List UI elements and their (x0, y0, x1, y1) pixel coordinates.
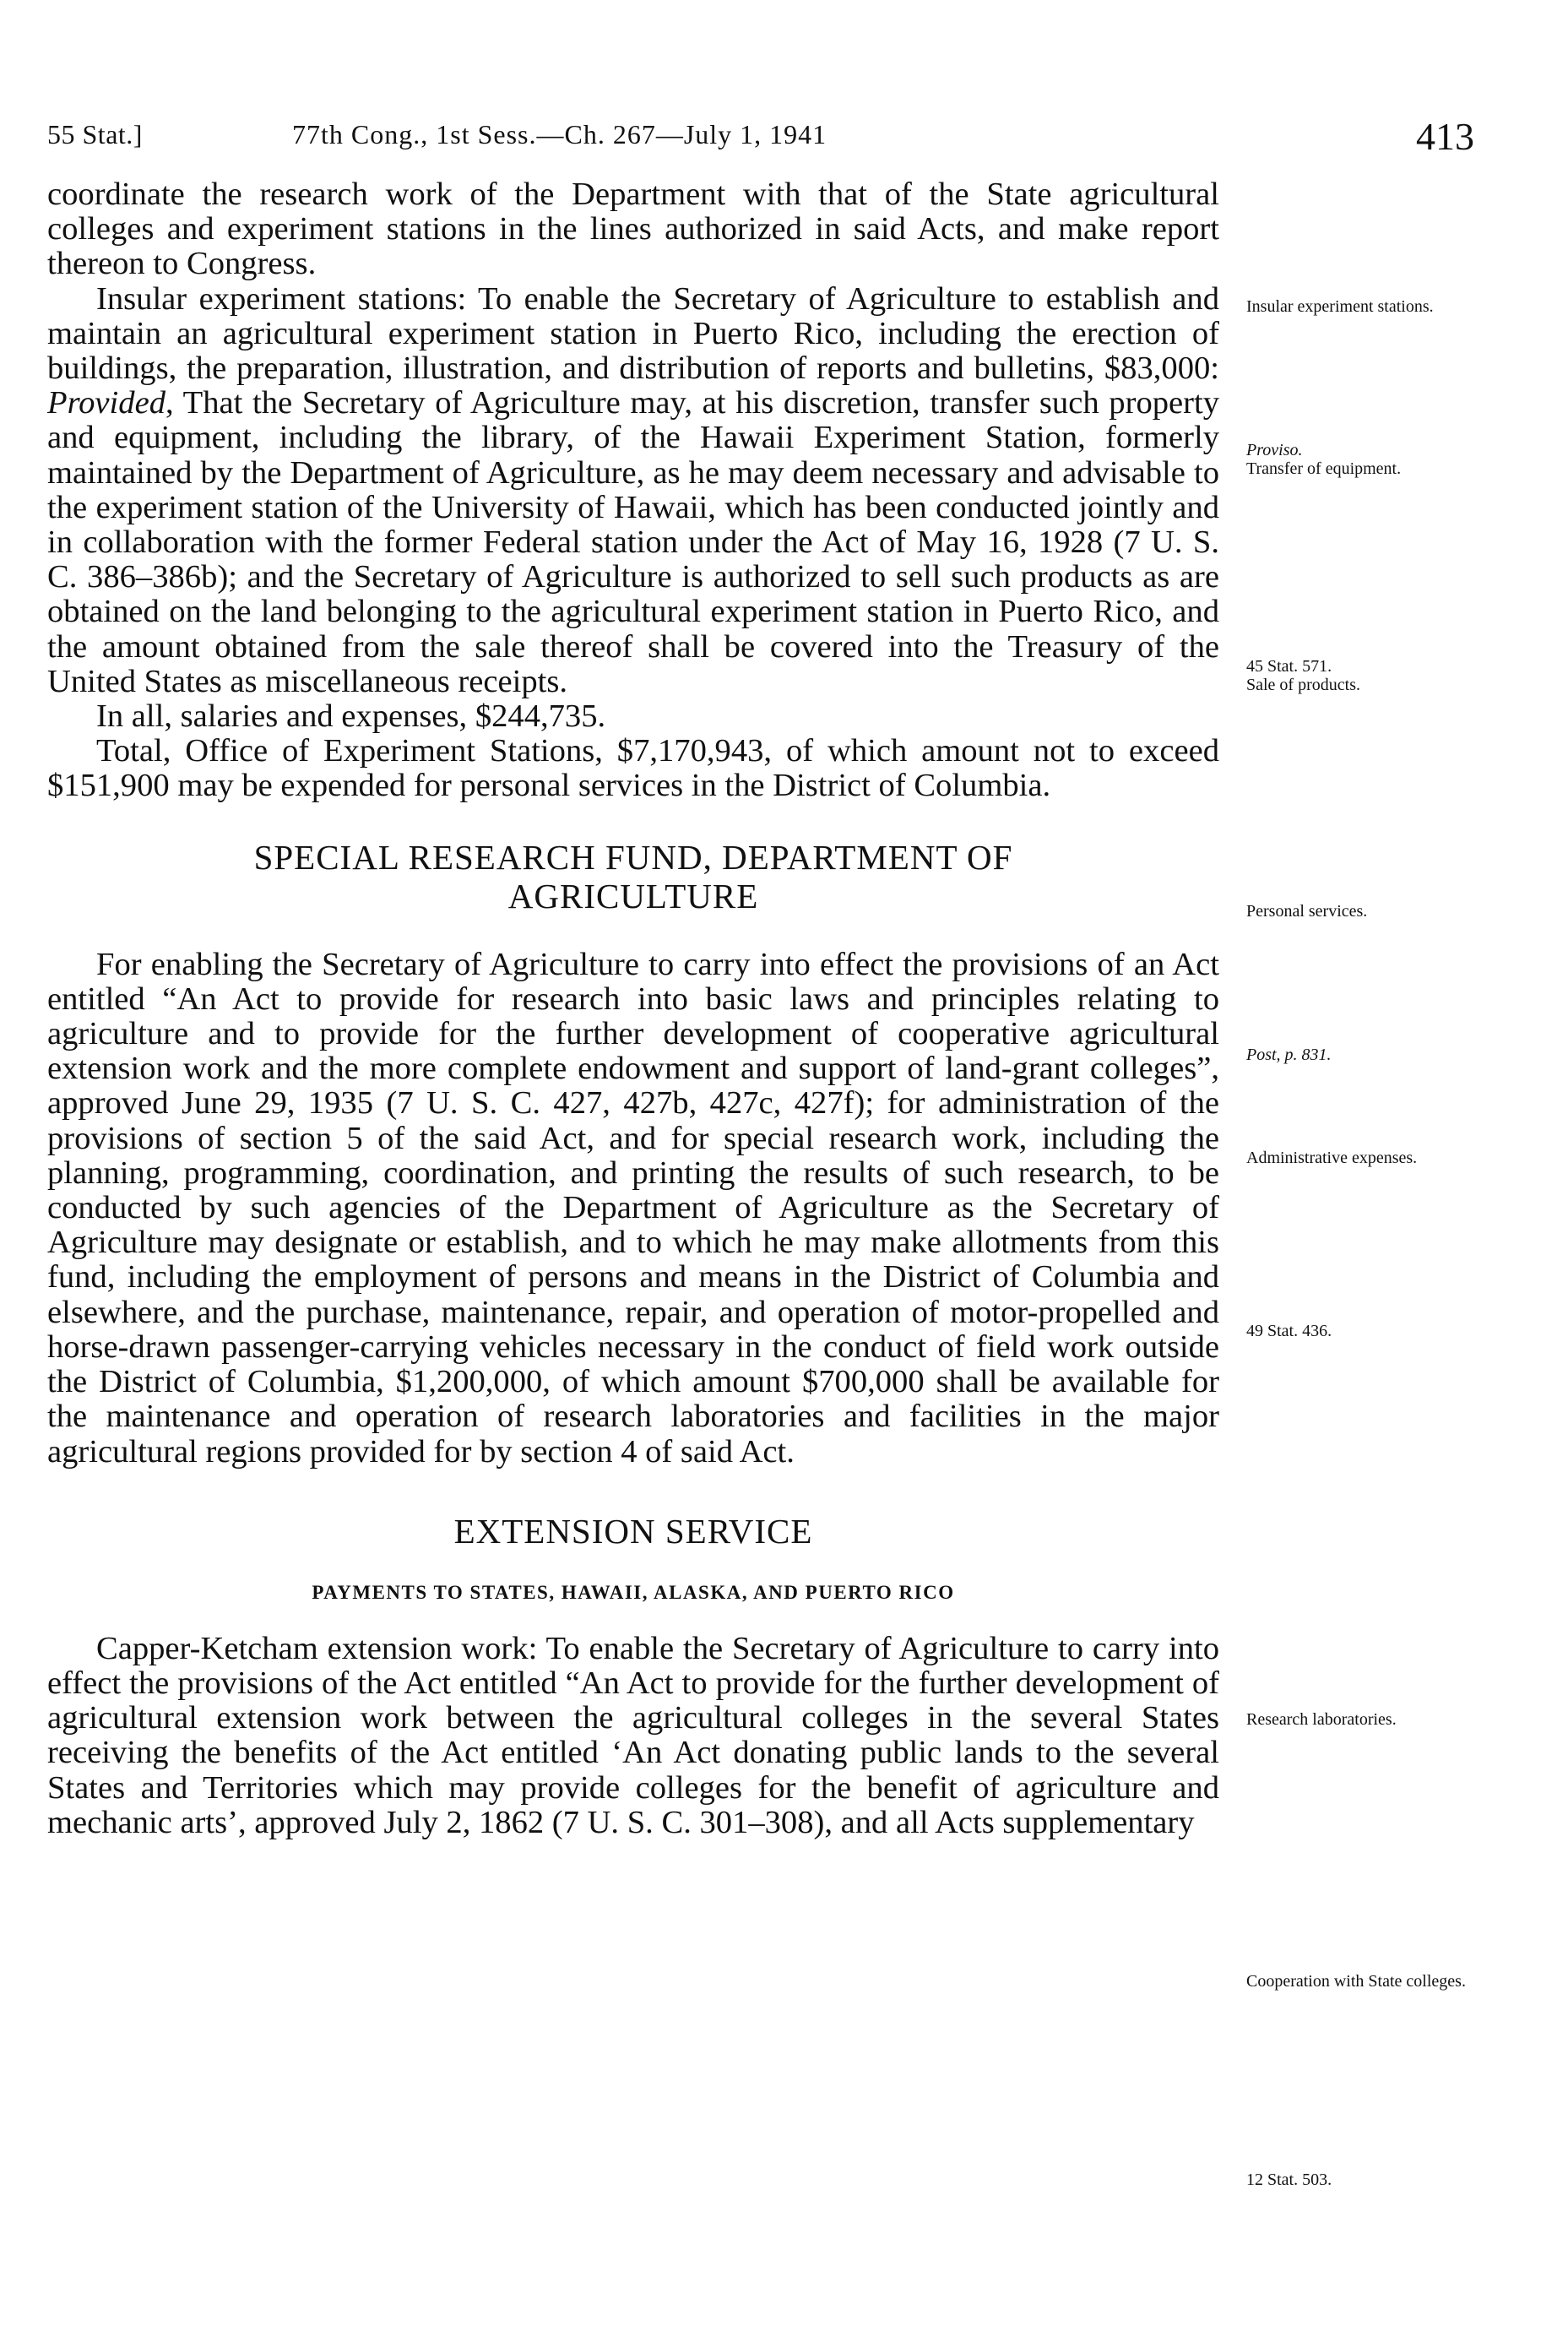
heading-special-research-line2: AGRICULTURE (507, 876, 759, 915)
paragraph-continuation: coordinate the research work of the Department with that of the State agricultural colleges and experiment stations in the lines authorized in said Acts, and make report thereon to Congress. (47, 177, 1219, 282)
main-text-column (47, 177, 1219, 1840)
insular-text-before: Insular experiment stations: To enable the Secretary of Agriculture to establish and maintain an agricultural experiment station in Puerto Rico, including the erection of buildings, the preparation, illustration, and distribution of reports and bulletins, $83,000: (47, 280, 1219, 387)
note-insular-stations: Insular experiment stations. (1246, 297, 1434, 316)
volume-citation: 55 Stat.] (47, 119, 143, 149)
page-header (47, 114, 1474, 165)
heading-special-research-line1: SPECIAL RESEARCH FUND, DEPARTMENT OF (253, 837, 1013, 877)
paragraph-capper-ketcham: Capper-Ketcham extension work: To enable the Secretary of Agriculture to carry into effect the provisions of the Act entitled “An Act to provide for the further development of agricultural extension work between the agricultural colleges in the several States receiving the benefits of the Act entitled ‘An Act donating public lands to the several States and Territories which may provide colleges for the benefit of agriculture and mechanic arts’, approved July 2, 1862 (7 U. S. C. 301–308), and all Acts supplementary (47, 1630, 1219, 1840)
note-12-stat: 12 Stat. 503. (1246, 2170, 1332, 2189)
provided-keyword: Provided (47, 385, 165, 421)
note-sale-products: Sale of products. (1246, 676, 1360, 694)
paragraph-total: Total, Office of Experiment Stations, $7,170,943, of which amount not to exceed $151,900 may be expended for personal services in the District of Columbia. (47, 733, 1219, 804)
note-research-laboratories: Research laboratories. (1246, 1710, 1397, 1729)
page-number: 413 (1416, 115, 1474, 158)
note-45-stat: 45 Stat. 571. (1246, 657, 1332, 676)
heading-extension-service: EXTENSION SERVICE (453, 1511, 813, 1551)
note-49-stat: 49 Stat. 436. (1246, 1322, 1332, 1340)
note-administrative-expenses: Administrative expenses. (1246, 1149, 1418, 1167)
session-citation: 77th Cong., 1st Sess.—Ch. 267—July 1, 1941 (292, 119, 827, 149)
note-post-reference: Post, p. 831. (1246, 1046, 1332, 1064)
paragraph-special-research: For enabling the Secretary of Agriculture to carry into effect the provisions of an Act entitled “An Act to provide for research into basic laws and principles relating to agriculture and to provide for the further development of cooperative agricultural extension work and the more complete endowment and support of land-grant colleges”, approved June 29, 1935 (7 U. S. C. 427, 427b, 427c, 427f); for administration of the provisions of section 5 of the said Act, and for special research work, including the planning, programming, coordination, and printing the results of such research, to be conducted by such agencies of the Department of Agriculture as the Secretary of Agriculture may designate or establish, and to which he may make allotments from this fund, including the employment of persons and means in the District of Columbia and elsewhere, and the purchase, maintenance, repair, and operation of motor-propelled and horse-drawn passenger-carrying vehicles necessary in the conduct of field work outside the District of Columbia, $1,200,000, of which amount $700,000 shall be available for the maintenance and operation of research laboratories and facilities in the major agricultural regions provided for by section 4 of said Act. (47, 946, 1219, 1470)
paragraph-in-all: In all, salaries and expenses, $244,735. (96, 698, 606, 735)
note-personal-services: Personal services. (1246, 902, 1368, 921)
note-proviso: Proviso. (1246, 441, 1303, 459)
subheading-payments: PAYMENTS TO STATES, HAWAII, ALASKA, AND PUERTO RICO (312, 1581, 955, 1603)
note-cooperation-state-colleges: Cooperation with State colleges. (1246, 1972, 1466, 1991)
note-transfer-equipment: Transfer of equipment. (1246, 459, 1402, 478)
paragraph-insular-stations (47, 282, 1219, 699)
insular-text-after: , That the Secretary of Agriculture may, at his discretion, transfer such property and equipment, including the library, of the Hawaii Experiment Station, formerly maintained by the Department of Agriculture, as he may deem necessary and advisable to the experiment station of the University of Hawaii, which has been conducted jointly and in collaboration with the former Federal station under the Act of May 16, 1928 (7 U. S. C. 386–386b); and the Secretary of Agriculture is authorized to sell such products as are obtained on the land belonging to the agricultural experiment station in Puerto Rico, and the amount obtained from the sale thereof shall be covered into the Treasury of the United States as miscellaneous receipts. (47, 385, 1219, 699)
